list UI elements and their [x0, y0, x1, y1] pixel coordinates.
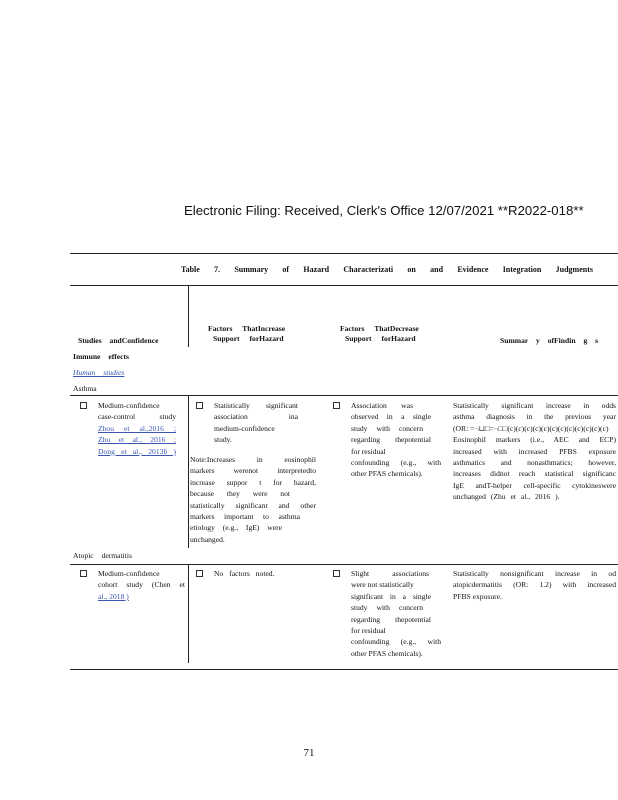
header-summary: Summar y ofFindin g s	[500, 336, 599, 345]
note-line: statistically significant and other	[190, 500, 316, 510]
table-title-word: Integration	[502, 265, 542, 274]
note-line: increase suppor t for hazard,	[190, 477, 316, 487]
section-immune-effects: Immune effects	[73, 352, 129, 361]
atopic-increase-cell	[214, 568, 304, 579]
bullet-icon	[333, 570, 340, 577]
atopic-divider	[188, 565, 189, 663]
summary-line: Statistically nonsignificant increase in od	[453, 569, 616, 578]
decrease-line: Association was	[351, 401, 413, 410]
header-decrease-line1: Factors ThatDecrease	[340, 324, 419, 333]
summary-line: (OR: =¬⊔□=¬□□(c)(c)(c)(c)(c)(c)(c)(c)(c)(c)(c)(c)	[453, 423, 609, 433]
page-number: 71	[303, 747, 315, 759]
atopic-summary-cell	[453, 568, 616, 602]
decrease-line: for residual	[351, 626, 386, 636]
table-title-word: 7.	[214, 265, 221, 274]
summary-line: asthma diagnosis in the previous year	[453, 412, 616, 422]
decrease-line: study with concern	[351, 423, 423, 433]
summary-line: increases didnot reach statistical significanc	[453, 469, 616, 479]
atopic-decrease-cell	[351, 568, 441, 659]
group-label-atopic-dermatitis: Atopic dermatitis	[73, 551, 132, 560]
decrease-line: Slight associations	[351, 569, 429, 578]
table-title-word: Summary	[234, 265, 269, 274]
increase-line: medium-confidence	[214, 423, 275, 433]
note-line: etiology (e.g., IgE) were	[190, 523, 282, 533]
asthma-increase-cell	[214, 400, 298, 446]
decrease-line: regarding thepotential	[351, 435, 431, 445]
decrease-line: confounding (e.g., with	[351, 637, 441, 647]
study-citation-link[interactable]: Dong et al., 2013b )	[98, 446, 176, 456]
study-citation-link[interactable]: al., 2018 )	[98, 591, 129, 601]
summary-line: unchanged (Zhu et al., 2016 ).	[453, 492, 560, 502]
table-bottom-rule	[70, 669, 618, 670]
decrease-line: for residual	[351, 446, 386, 456]
increase-line: Statistically significant	[214, 401, 298, 410]
increase-line: study.	[214, 435, 232, 445]
filing-header: Electronic Filing: Received, Clerk's Office 12/07/2021 **R2022-018**	[184, 203, 584, 218]
group-label-asthma: Asthma	[73, 384, 97, 393]
decrease-line: regarding thepotential	[351, 614, 431, 624]
header-increase	[208, 324, 285, 344]
table-title	[181, 265, 593, 274]
table-title-rule	[70, 285, 618, 286]
decrease-line: observed in a single	[351, 412, 431, 422]
table-title-word: Table	[181, 265, 200, 274]
summary-line: Statistically significant increase in odds	[453, 401, 616, 410]
table-title-word: Hazard	[303, 265, 330, 274]
header-divider	[188, 285, 189, 347]
increase-line: association ina	[214, 412, 298, 422]
asthma-increase-note	[190, 454, 316, 545]
bullet-icon	[80, 570, 87, 577]
study-line: Medium-confidence	[98, 401, 160, 410]
note-line: Note:Increases in eosinophil	[190, 455, 316, 464]
table-title-word: and	[430, 265, 444, 274]
summary-line: Eosinophil markers (i.e., AEC and ECP)	[453, 435, 616, 445]
header-decrease-line2: Support forHazard	[345, 334, 416, 343]
bullet-icon	[80, 402, 87, 409]
table-title-word: on	[407, 265, 416, 274]
summary-line: increased with increased PFBS exposure	[453, 446, 616, 456]
table-title-word: Characterizati	[343, 265, 394, 274]
bullet-icon	[196, 402, 203, 409]
study-line: Medium-confidence	[98, 569, 160, 578]
subsection-human-studies[interactable]: Human studies	[73, 368, 125, 377]
decrease-line: confounding (e.g., with	[351, 458, 441, 468]
decrease-line: other PFAS chemicals).	[351, 648, 423, 658]
table-top-rule	[70, 253, 618, 254]
decrease-line: significant in a single	[351, 591, 431, 601]
decrease-line: were not statistically	[351, 580, 414, 590]
summary-line: atopicdermatitis (OR: 1.2) with increased	[453, 580, 616, 590]
header-studies: Studies andConfidence	[78, 336, 159, 345]
atopic-rule	[70, 564, 618, 565]
asthma-divider	[188, 396, 189, 548]
table-title-word: of	[282, 265, 290, 274]
study-citation-link[interactable]: Zhu et al., 2016 ;	[98, 435, 176, 445]
header-increase-line1: Factors ThatIncrease	[208, 324, 286, 333]
summary-line: PFBS exposure.	[453, 591, 502, 601]
asthma-summary-cell	[453, 400, 616, 503]
decrease-line: other PFAS chemicals).	[351, 469, 423, 479]
study-line: case-control study	[98, 412, 176, 422]
summary-line: asthmatics and nonasthmatics; however,	[453, 458, 616, 468]
table-title-word: Evidence	[457, 265, 489, 274]
header-decrease	[340, 324, 419, 344]
table-title-word: Judgments	[555, 265, 593, 274]
note-line: because they were not	[190, 489, 290, 499]
bullet-icon	[196, 570, 203, 577]
increase-line: No factors noted.	[214, 569, 275, 578]
note-line: unchanged.	[190, 534, 225, 544]
note-line: markers important to asthma	[190, 512, 300, 522]
decrease-line: study with concern	[351, 603, 423, 613]
summary-line: IgE andT-helper cell-specific cytokineswere	[453, 480, 616, 490]
human-studies-rule	[70, 395, 618, 396]
header-increase-line2: Support forHazard	[213, 334, 284, 343]
asthma-study-cell	[98, 400, 176, 457]
study-citation-link[interactable]: Zhou et al.,2016 ;	[98, 423, 176, 433]
asthma-decrease-cell	[351, 400, 441, 480]
bullet-icon	[333, 402, 340, 409]
note-line: markers werenot interpretedto	[190, 466, 316, 476]
study-citation-link[interactable]: cohort study (Chen et	[98, 580, 185, 590]
atopic-study-cell	[98, 568, 185, 602]
